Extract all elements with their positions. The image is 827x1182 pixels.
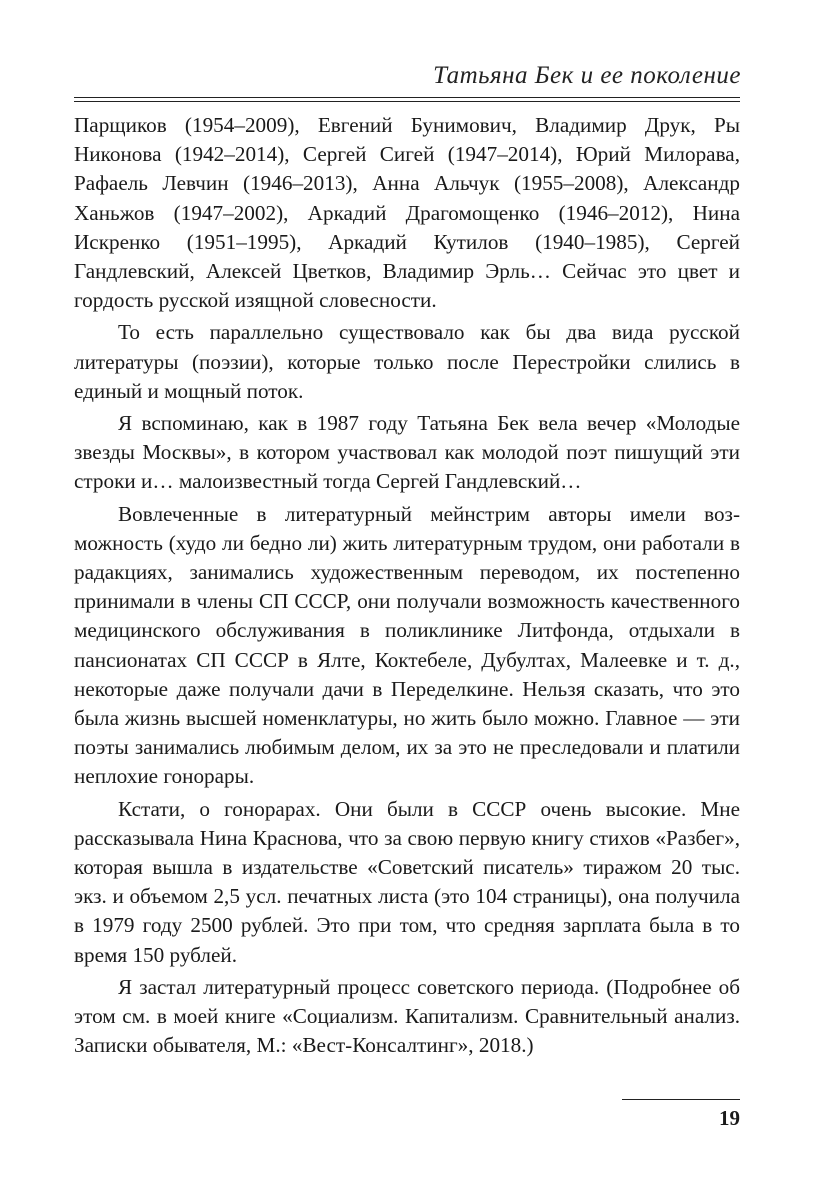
paragraph: То есть параллельно существовало как бы два вида русской литературы (поэзии), которые только после Перестройки слились в единый и мощный поток. (74, 320, 740, 403)
page-number: 19 (719, 1106, 740, 1130)
paragraph: Парщиков (1954–2009), Евгений Бунимович, Владимир Друк, Ры Никонова (1942–2014), Сергей Сигей (1947–2014), Юрий Милорава, Рафаель Левчин (1946–2013), Анна Альчук (1955–2008), Александр Ханьжов (1947–2002), Аркадий Драгомощенко (1946–2012), Нина Искренко (1951–1995), Аркадий Кутилов (1940–1985), Сергей Гандлевский, Алексей Цветков, Владимир Эрль… Сейчас это цвет и гордость русской изящной словесности. (74, 113, 740, 313)
header-rule-bottom (74, 101, 740, 102)
paragraph: Я вспоминаю, как в 1987 году Татьяна Бек вела вечер «Молодые звезды Москвы», в котором участвовал как молодой поэт пишущий эти строки и… малоизвестный тогда Сергей Гандлевский… (74, 411, 740, 494)
paragraph: Кстати, о гонорарах. Они были в СССР очень высокие. Мне рассказывала Нина Краснова, что за свою первую книгу стихов «Разбег», которая вышла в издательстве «Советский писатель» тиражом 20 тыс. экз. и объемом 2,5 усл. печатных листа (это 104 страницы), она получила в 1979 году 2500 рублей. Это при том, что средняя зарплата была в то время 150 рублей. (74, 796, 740, 967)
body-text (74, 111, 740, 1064)
running-title: Татьяна Бек и ее поколение (433, 62, 741, 89)
paragraph: Я застал литературный процесс советского периода. (Подробнее об этом см. в моей книге «Социализм. Капитализм. Сравнительный анализ. Записки обывателя, М.: «Вест-Консалтинг», 2018.) (74, 974, 740, 1058)
paragraph: Вовлеченные в литературный мейнстрим авторы имели возможность (худо ли бедно ли) жить литературным трудом, они работали в радакциях, занимались художественным переводом, их постепенно принимали в члены СП СССР, они получали возможность качественного медицинского обслуживания в поликлинике Литфонда, отдыхали в пансионатах СП СССР в Ялте, Коктебеле, Дубултах, Малеевке и т. д., некоторые даже получали дачи в Переделкине. Нельзя сказать, что это была жизнь высшей номенклатуры, но жить было можно. Главное — эти поэты занимались любимым делом, их за это не преследовали и платили неплохие гонорары. (74, 501, 740, 789)
header-rule-top (74, 97, 740, 98)
footer-rule (622, 1099, 740, 1100)
